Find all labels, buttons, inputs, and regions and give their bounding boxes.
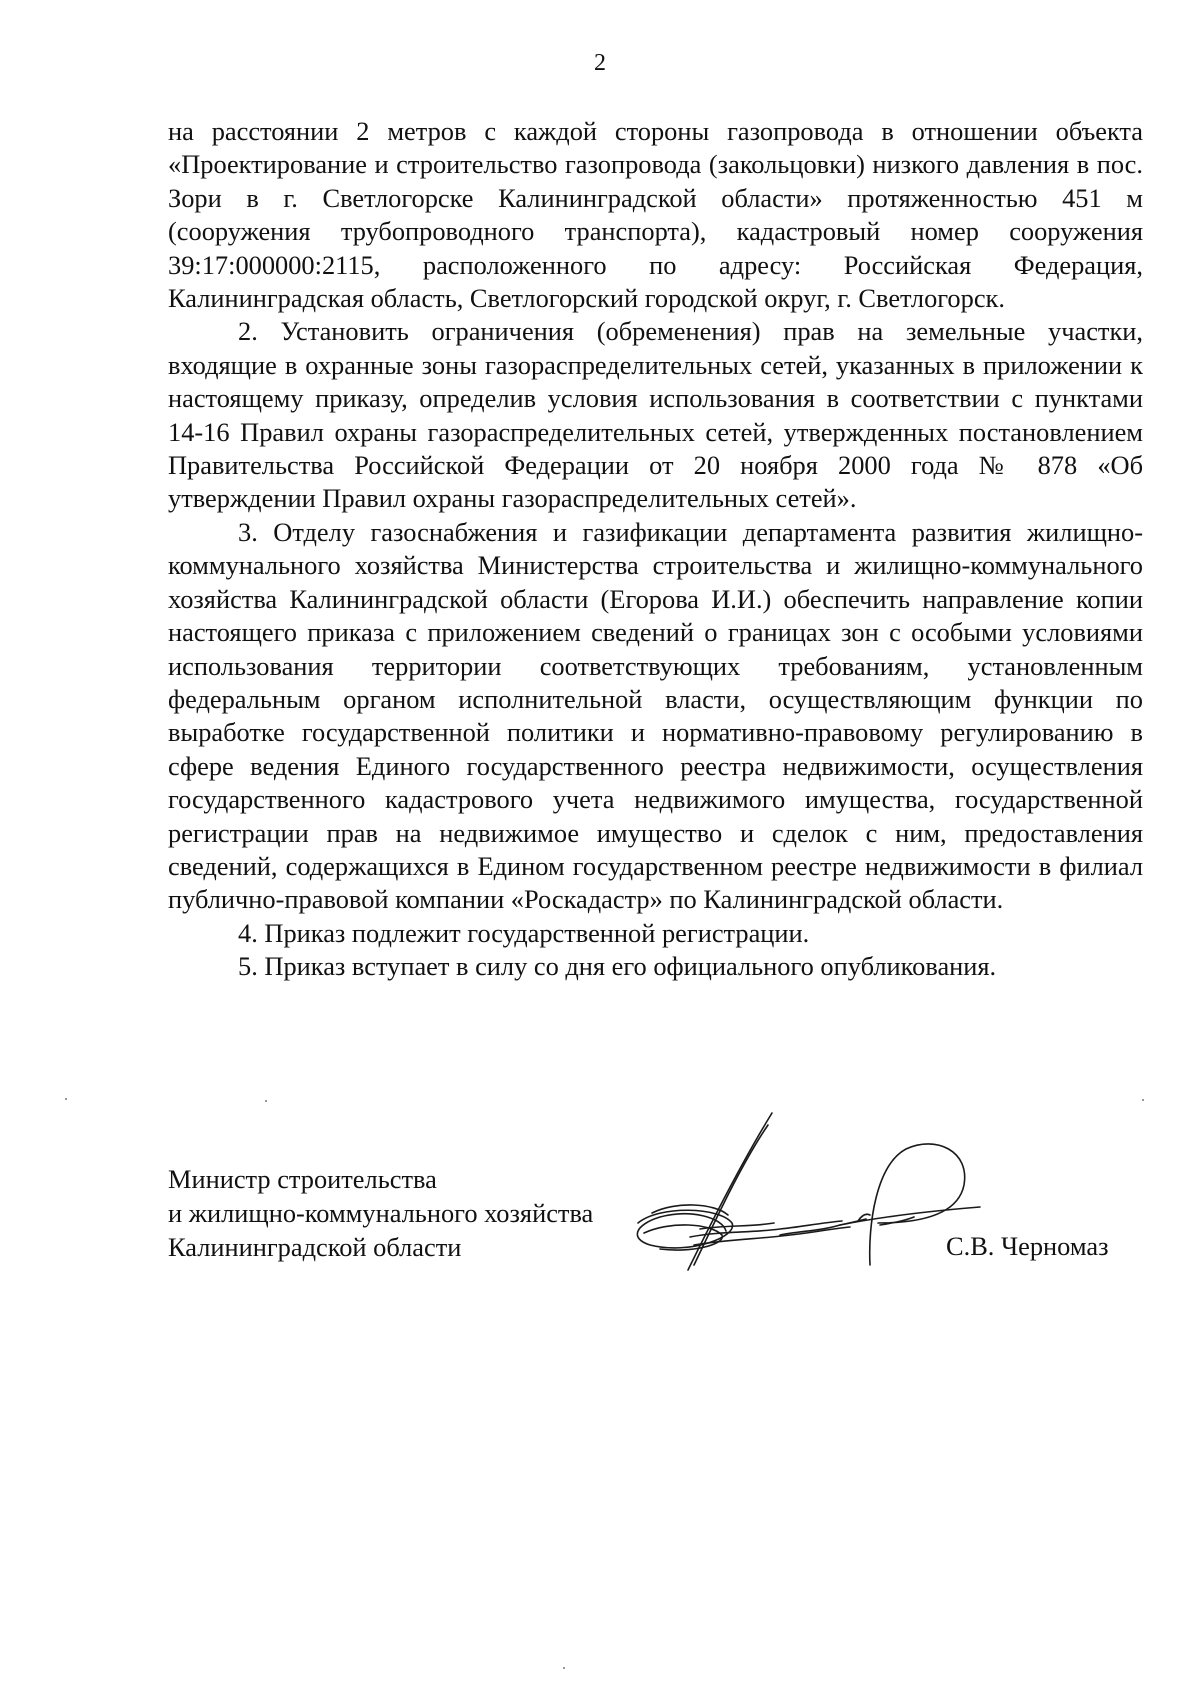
scan-speck	[563, 1667, 565, 1669]
paragraph-item-2: 2. Установить ограничения (обременения) прав на земельные участки, входящие в охранные зоны газораспределительных сетей, указанных в приложении к настоящему приказу, определив условия использования в соответствии с пунктами 14-16 Правил охраны газораспределительных сетей, утвержденных постановлением Правительства Российской Федерации от 20 ноября 2000 года № 878 «Об утверждении Правил охраны газораспределительных сетей».	[168, 316, 1143, 514]
paragraph-item-4: 4. Приказ подлежит государственной регистрации.	[238, 917, 810, 948]
scan-speck	[1142, 1099, 1144, 1101]
paragraph-item-3: 3. Отделу газоснабжения и газификации департамента развития жилищно-коммунального хозяйства Министерства строительства и жилищно-коммунального хозяйства Калининградской области (Егорова И.И.) обеспечить направление копии настоящего приказа с приложением сведений о границах зон с особыми условиями использования территории соответствующих требованиям, установленным федеральным органом исполнительной власти, осуществляющим функции по выработке государственной политики и нормативно-правовому регулированию в сфере ведения Единого государственного реестра недвижимости, осуществления государственного кадастрового учета недвижимого имущества, государственной регистрации прав на недвижимое имущество и сделок с ним, предоставления сведений, содержащихся в Едином государственном реестре недвижимости в филиал публично-правовой компании «Роскадастр» по Калининградской области.	[168, 516, 1143, 915]
signer-name: С.В. Черномаз	[946, 1231, 1109, 1261]
document-body	[168, 115, 1143, 984]
scan-speck	[65, 1098, 67, 1100]
page-number: 2	[594, 50, 606, 76]
position-line: Министр строительства	[168, 1164, 437, 1194]
position-line: Калининградской области	[168, 1232, 462, 1262]
scan-speck	[265, 1100, 267, 1102]
paragraph-continuation: на расстоянии 2 метров с каждой стороны газопровода в отношении объекта «Проектирование и строительство газопровода (закольцовки) низкого давления в пос. Зори в г. Светлогорске Калининградской области» протяженностью 451 м (сооружения трубопроводного транспорта), кадастровый номер сооружения 39:17:000000:2115, расположенного по адресу: Российская Федерация, Калининградская область, Светлогорский городской округ, г. Светлогорск.	[168, 116, 1143, 314]
signer-position	[168, 1162, 593, 1264]
paragraph-item-5: 5. Приказ вступает в силу со дня его официального опубликования.	[238, 951, 997, 982]
position-line: и жилищно-коммунального хозяйства	[168, 1198, 594, 1228]
